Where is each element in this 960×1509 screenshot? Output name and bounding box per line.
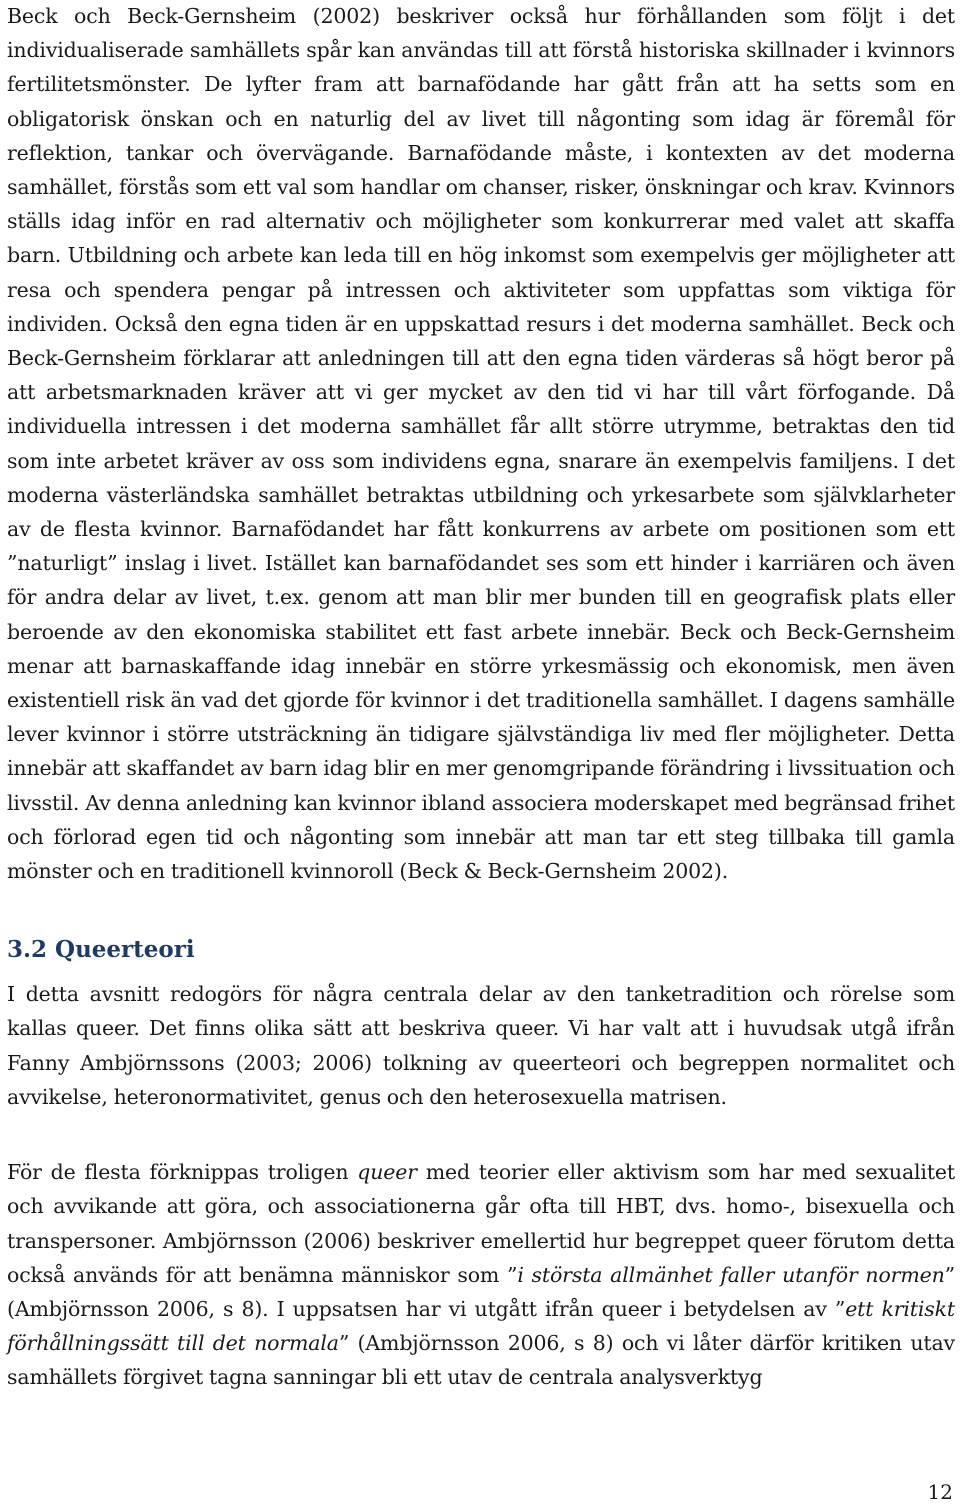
text-span: ” (Ambjörnsson 2006, s 8) och vi låter därför kritiken utav samhällets förgivet tagna sanningar bli ett utav de centrala analysverktyg: [7, 1331, 955, 1390]
text-span: För de flesta förknippas troligen: [7, 1160, 358, 1185]
body-paragraph: [7, 1155, 955, 1394]
italic-quote: i största allmänhet faller utanför normen: [517, 1262, 945, 1287]
document-page: [7, 0, 955, 1395]
text-span: med teorier eller aktivism som har med sexualitet och avvikande att göra, och associationerna går ofta till HBT, dvs. homo-, bisexuella och transpersoner. Ambjörnsson (2006) beskriver emellertid hur begreppet queer förutom detta också används för att benämna människor som ”: [7, 1160, 955, 1287]
italic-term: queer: [357, 1160, 417, 1185]
body-paragraph: I detta avsnitt redogörs för några centrala delar av den tanketradition och rörelse som kallas queer. Det finns olika sätt att beskriva queer. Vi har valt att i huvudsak utgå ifrån Fanny Ambjörnssons (2003; 2006) tolkning av queerteori och begreppen normalitet och avvikelse, heteronormativitet, genus och den heterosexuella matrisen.: [7, 982, 955, 1109]
italic-quote: ett kritiskt förhållningssätt till det normala: [7, 1296, 955, 1356]
section-title: Queerteori: [55, 936, 195, 964]
section-heading: [7, 935, 955, 965]
text-span: ” (Ambjörnsson 2006, s 8). I uppsatsen har vi utgått ifrån queer i betydelsen av ”: [7, 1262, 955, 1321]
body-paragraph: Beck och Beck-Gernsheim (2002) beskriver också hur förhållanden som följt i det individualiserade samhällets spår kan användas till att förstå historiska skillnader i kvinnors fertilitetsmönster. De lyfter fram att barnafödande har gått från att ha setts som en obligatorisk önskan och en naturlig del av livet till någonting som idag är föremål för reflektion, tankar och övervägande. Barnafödande måste, i kontexten av det moderna samhället, förstås som ett val som handlar om chanser, risker, önskningar och krav. Kvinnors ställs idag inför en rad alternativ och möjligheter som konkurrerar med valet att skaffa barn. Utbildning och arbete kan leda till en hög inkomst som exempelvis ger möjligheter att resa och spendera pengar på intressen och aktiviteter som uppfattas som viktiga för individen. Också den egna tiden är en uppskattad resurs i det moderna samhället. Beck och Beck-Gernsheim förklarar att anledningen till att den egna tiden värderas så högt beror på att arbetsmarknaden kräver att vi ger mycket av den tid vi har till vårt förfogande. Då individuella intressen i det moderna samhället får allt större utrymme, betraktas den tid som inte arbetet kräver av oss som individens egna, snarare än exempelvis familjens. I det moderna västerländska samhället betraktas utbildning och yrkesarbete som självklarheter av de flesta kvinnor. Barnafödandet har fått konkurrens av arbete om positionen som ett ”naturligt” inslag i livet. Istället kan barnafödandet ses som ett hinder i karriären och även för andra delar av livet, t.ex. genom att man blir mer bunden till en geografisk plats eller beroende av den ekonomiska stabilitet ett fast arbete innebär. Beck och Beck-Gernsheim menar att barnaskaffande idag innebär en större yrkesmässig och ekonomisk, men även existentiell risk än vad det gjorde för kvinnor i det traditionella samhället. I dagens samhälle lever kvinnor i större utsträckning än tidigare självständiga liv med fler möjligheter. Detta innebär att skaffandet av barn idag blir en mer genomgripande förändring i livssituation och livsstil. Av denna anledning kan kvinnor ibland associera moderskapet med begränsad frihet och förlorad egen tid och någonting som innebär att man tar ett steg tillbaka till gamla mönster och en traditionell kvinnoroll (Beck & Beck-Gernsheim 2002).: [7, 4, 955, 884]
section-number: 3.2: [7, 936, 48, 964]
page-number: 12: [927, 1480, 953, 1504]
